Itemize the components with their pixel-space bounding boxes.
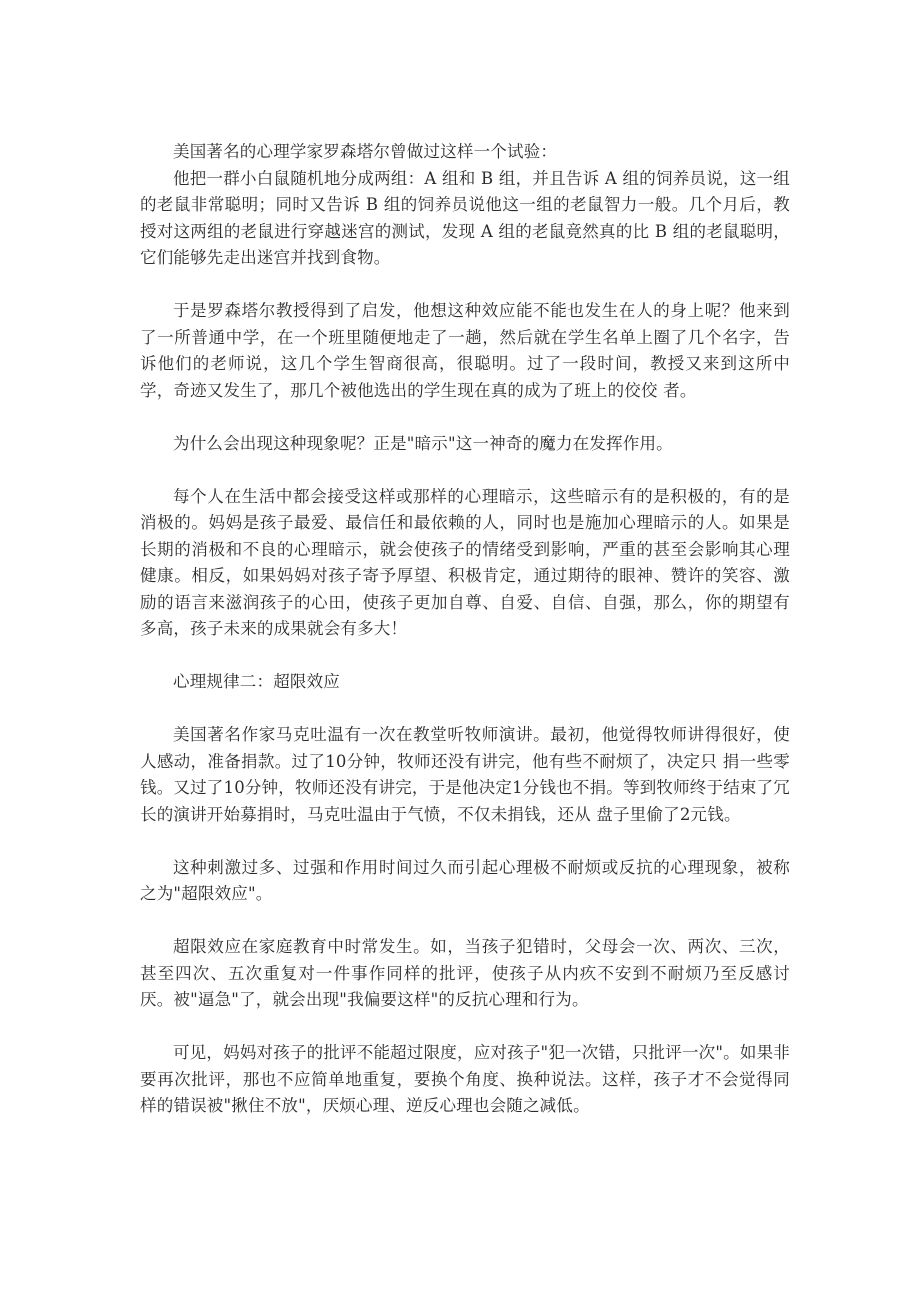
- paragraph-suggestion-question: 为什么会出现这种现象呢？正是"暗示"这一神奇的魔力在发挥作用。: [173, 433, 673, 453]
- article-body: [140, 139, 790, 1120]
- paragraph-mouse-experiment: 他把一群小白鼠随机地分成两组：A 组和 B 组，并且告诉 A 组的饲养员说，这一组的老鼠非常聪明；同时又告诉 B 组的饲养员说他这一组的老鼠智力一般。几个月后，教授对这两组的老鼠进行穿越迷宫的测试，发现 A 组的老鼠竟然真的比 B 组的老鼠聪明，它们能够先走出迷宫并找到食物。: [140, 168, 790, 267]
- paragraph-mark-twain: 美国著名作家马克吐温有一次在教堂听牧师演讲。最初，他觉得牧师讲得很好，使人感动，准备捐款。过了10分钟，牧师还没有讲完，他有些不耐烦了，决定只 捐一些零钱。又过了10分钟，牧师还没有讲完，于是他决定1分钱也不捐。等到牧师终于结束了冗长的演讲开始募捐时，马克吐温由于气愤，不仅未捐钱，还从 盘子里偷了2元钱。: [140, 725, 790, 824]
- paragraph-psychological-suggestion: 每个人在生活中都会接受这样或那样的心理暗示，这些暗示有的是积极的，有的是消极的。妈妈是孩子最爱、最信任和最依赖的人，同时也是施加心理暗示的人。如果是长期的消极和不良的心理暗示，就会使孩子的情绪受到影响，严重的甚至会影响其心理健康。相反，如果妈妈对孩子寄予厚望、积极肯定，通过期待的眼神、赞许的笑容、激励的语言来滋润孩子的心田，使孩子更加自尊、自爱、自信、自强，那么，你的期望有多高，孩子未来的成果就会有多大！: [140, 486, 790, 638]
- paragraph-family-education: 超限效应在家庭教育中时常发生。如，当孩子犯错时，父母会一次、两次、三次，甚至四次、五次重复对一件事作同样的批评，使孩子从内疚不安到不耐烦乃至反感讨厌。被"逼急"了，就会出现"我偏要这样"的反抗心理和行为。: [140, 937, 790, 1009]
- paragraph-intro: 美国著名的心理学家罗森塔尔曾做过这样一个试验：: [173, 142, 558, 161]
- paragraph-conclusion: 可见，妈妈对孩子的批评不能超过限度，应对孩子"犯一次错，只批评一次"。如果非要再次批评，那也不应简单地重复，要换个角度、换种说法。这样，孩子才不会觉得同样的错误被"揪住不放"，厌烦心理、逆反心理也会随之减低。: [140, 1043, 790, 1115]
- paragraph-overlimit-definition: 这种刺激过多、过强和作用时间过久而引起心理极不耐烦或反抗的心理现象，被称之为"超限效应"。: [140, 857, 790, 903]
- paragraph-school-experiment: 于是罗森塔尔教授得到了启发，他想这种效应能不能也发生在人的身上呢？他来到了一所普通中学，在一个班里随便地走了一趟，然后就在学生名单上圈了几个名字，告诉他们的老师说，这几个学生智商很高，很聪明。过了一段时间，教授又来到这所中学，奇迹又发生了，那几个被他选出的学生现在真的成为了班上的佼佼 者。: [140, 301, 790, 400]
- section-heading-rule-two: 心理规律二：超限效应: [173, 672, 340, 691]
